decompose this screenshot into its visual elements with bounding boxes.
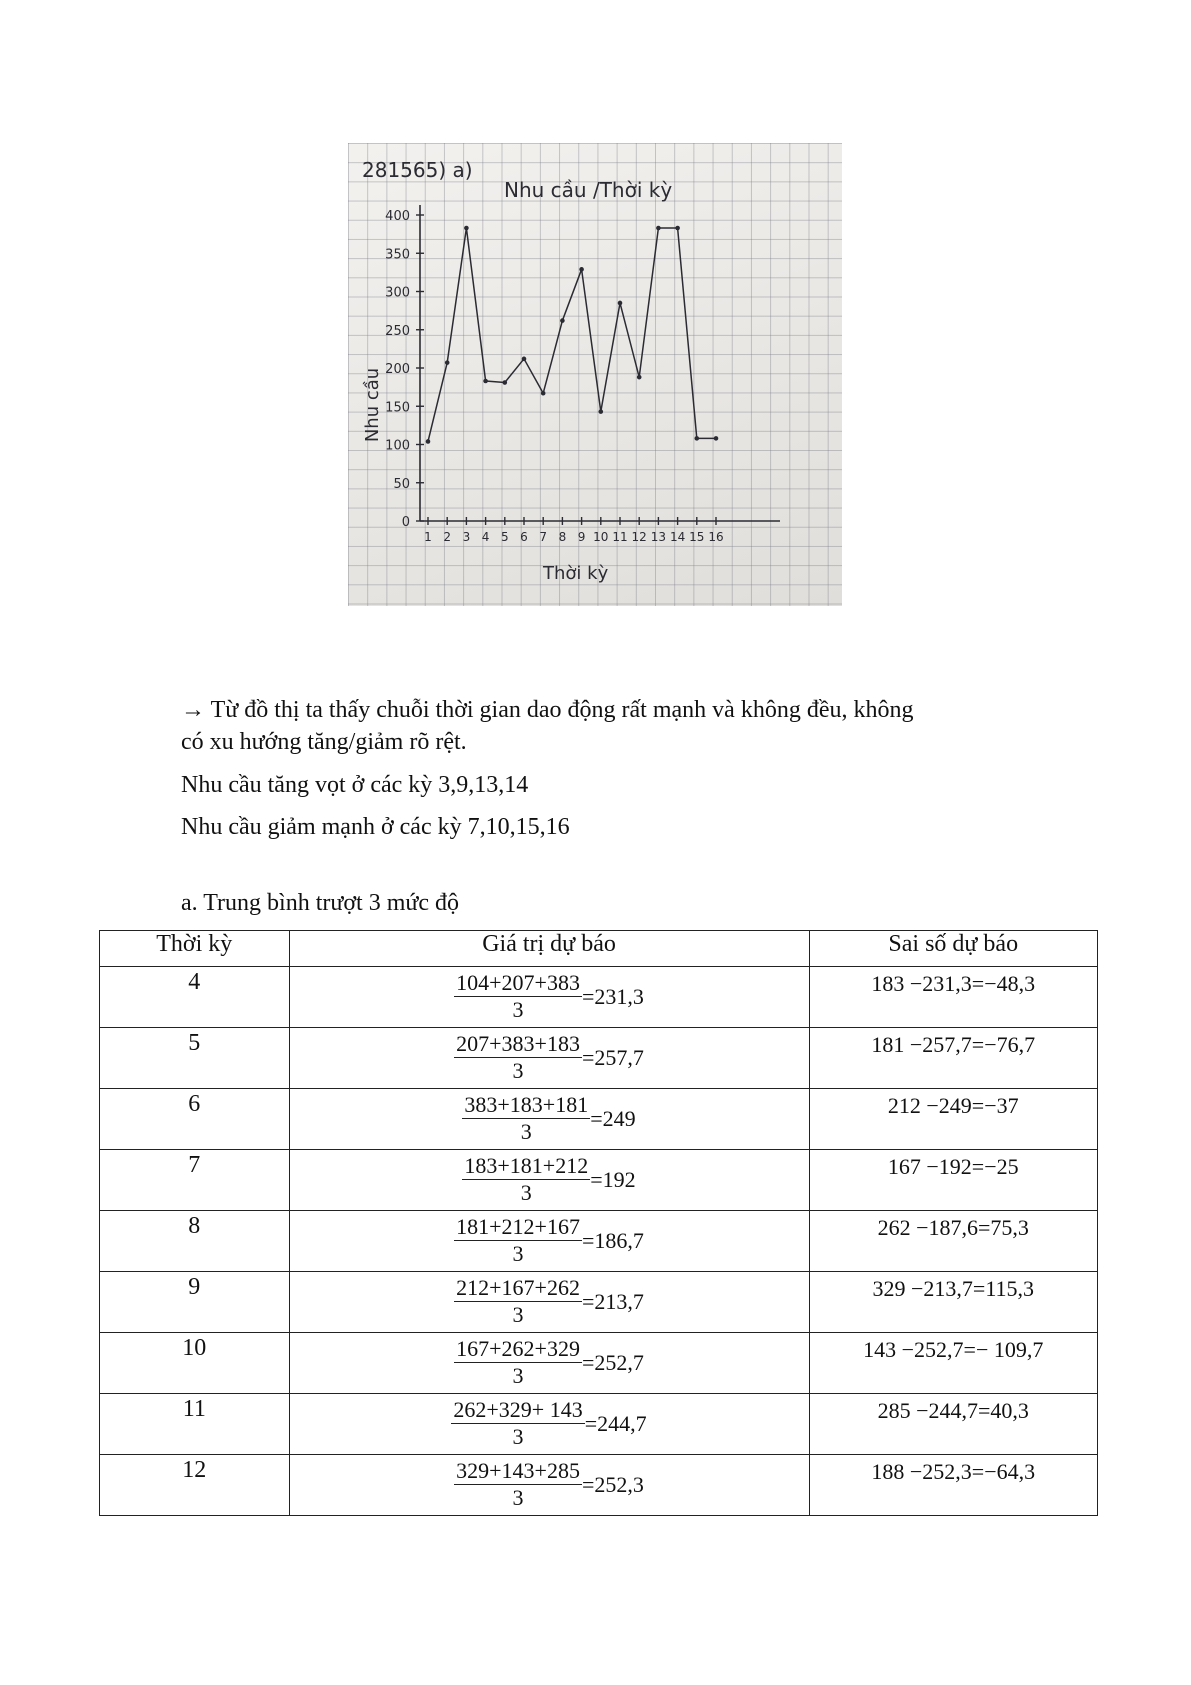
x-tick-label: 5	[500, 530, 509, 544]
forecast-error: 183 −231,3=−48,3	[871, 971, 1036, 996]
period-value: 8	[188, 1213, 201, 1239]
period-value: 7	[188, 1152, 201, 1178]
period-value: 11	[182, 1396, 206, 1422]
forecast-cell	[289, 1150, 809, 1211]
table-row	[100, 1150, 1098, 1211]
chart-series	[426, 226, 719, 444]
forecast-error: 285 −244,7=40,3	[877, 1398, 1029, 1423]
period-value: 12	[182, 1457, 207, 1483]
period-cell	[100, 1333, 290, 1394]
series-line	[428, 228, 716, 441]
data-point	[675, 226, 680, 231]
forecast-result: =252,3	[581, 1471, 644, 1497]
error-cell	[809, 1028, 1098, 1089]
forecast-cell	[289, 1333, 809, 1394]
x-tick-label: 15	[689, 530, 705, 544]
period-cell	[100, 967, 290, 1028]
forecast-cell	[289, 1272, 809, 1333]
y-tick-label: 200	[385, 362, 410, 377]
period-cell	[100, 1394, 290, 1455]
forecast-numerator: 212+167+262	[456, 1275, 580, 1300]
forecast-error: 329 −213,7=115,3	[872, 1276, 1034, 1301]
forecast-error: 188 −252,3=−64,3	[871, 1459, 1036, 1484]
x-tick-label: 8	[558, 530, 567, 544]
x-tick-label: 16	[708, 530, 724, 544]
forecast-error: 181 −257,7=−76,7	[871, 1032, 1036, 1057]
x-tick-label: 12	[631, 530, 647, 544]
period-value: 4	[188, 969, 201, 995]
table-row	[100, 1333, 1098, 1394]
period-value: 6	[188, 1091, 201, 1117]
x-tick-label: 2	[443, 530, 452, 544]
period-cell	[100, 1211, 290, 1272]
forecast-cell	[289, 1211, 809, 1272]
x-tick-label: 11	[612, 530, 628, 544]
forecast-cell	[289, 1455, 809, 1516]
forecast-result: =252,7	[581, 1349, 644, 1375]
forecast-numerator: 167+262+329	[456, 1336, 580, 1361]
data-point	[522, 357, 527, 362]
forecast-denominator: 3	[512, 1363, 524, 1388]
period-value: 5	[188, 1030, 201, 1056]
data-point	[637, 375, 642, 380]
x-tick-label: 13	[650, 530, 667, 544]
forecast-numerator: 181+212+167	[456, 1214, 580, 1239]
error-cell	[809, 967, 1098, 1028]
chart-y-label: Nhu cầu	[362, 367, 383, 443]
x-tick-label: 4	[481, 530, 490, 544]
error-cell	[809, 1211, 1098, 1272]
forecast-cell	[289, 1394, 809, 1455]
x-tick-label: 6	[520, 530, 528, 544]
data-point	[445, 360, 450, 365]
forecast-denominator: 3	[512, 1241, 524, 1266]
forecast-cell	[289, 967, 809, 1028]
data-point	[464, 226, 469, 231]
header-period: Thời kỳ	[100, 931, 290, 967]
table-row	[100, 1394, 1098, 1455]
forecast-denominator: 3	[512, 1424, 524, 1449]
data-point	[714, 436, 719, 441]
forecast-cell	[289, 1028, 809, 1089]
error-cell	[809, 1272, 1098, 1333]
forecast-error: 143 −252,7=− 109,7	[863, 1337, 1044, 1362]
chart-photo	[348, 143, 842, 606]
table-row	[100, 1211, 1098, 1272]
forecast-numerator: 183+181+212	[464, 1153, 589, 1178]
conclusion-line-1: → Từ đồ thị ta thấy chuỗi thời gian dao động rất mạnh và không đều, không	[181, 697, 914, 723]
x-tick-label: 10	[593, 530, 609, 544]
period-value: 10	[182, 1335, 207, 1361]
y-tick-label: 50	[393, 476, 410, 492]
forecast-result: =249	[590, 1105, 636, 1131]
data-point	[426, 439, 431, 444]
header-error: Sai số dự báo	[809, 931, 1098, 967]
section-heading: a. Trung bình trượt 3 mức độ	[181, 890, 460, 916]
period-cell	[100, 1089, 290, 1150]
line-chart	[348, 143, 842, 606]
period-cell	[100, 1150, 290, 1211]
y-tick-label: 250	[385, 323, 410, 339]
table-row	[100, 1455, 1098, 1516]
forecast-error: 167 −192=−25	[887, 1154, 1019, 1179]
error-cell	[809, 1089, 1098, 1150]
forecast-denominator: 3	[512, 1485, 524, 1510]
chart-header-note: 281565) a)	[362, 158, 473, 182]
forecast-numerator: 383+183+181	[464, 1092, 589, 1117]
forecast-denominator: 3	[512, 1302, 524, 1327]
conclusion-line-2: có xu hướng tăng/giảm rõ rệt.	[181, 729, 467, 755]
forecast-table	[99, 930, 1098, 1516]
y-tick-label: 0	[401, 515, 410, 530]
forecast-numerator: 262+329+ 143	[453, 1397, 583, 1422]
forecast-numerator: 207+383+183	[456, 1031, 580, 1056]
period-cell	[100, 1028, 290, 1089]
error-cell	[809, 1394, 1098, 1455]
forecast-denominator: 3	[512, 1058, 524, 1083]
x-tick-label: 9	[577, 530, 586, 544]
forecast-error: 212 −249=−37	[887, 1093, 1019, 1118]
data-point	[541, 391, 546, 396]
forecast-result: =192	[590, 1166, 636, 1192]
forecast-result: =257,7	[581, 1044, 644, 1070]
forecast-error: 262 −187,6=75,3	[877, 1215, 1029, 1240]
data-point	[503, 380, 508, 385]
table-header-row	[100, 931, 1098, 967]
data-point	[618, 301, 623, 306]
forecast-result: =244,7	[584, 1410, 647, 1436]
data-point	[483, 379, 488, 384]
data-point	[695, 436, 700, 441]
x-tick-label: 7	[539, 530, 548, 544]
forecast-numerator: 329+143+285	[456, 1458, 580, 1483]
chart-title: Nhu cầu /Thời kỳ	[504, 178, 673, 202]
period-cell	[100, 1272, 290, 1333]
table-row	[100, 1028, 1098, 1089]
table-row	[100, 967, 1098, 1028]
forecast-denominator: 3	[520, 1119, 532, 1144]
y-tick-label: 100	[385, 438, 410, 454]
period-value: 9	[188, 1274, 201, 1300]
error-cell	[809, 1455, 1098, 1516]
data-point	[599, 409, 604, 414]
forecast-result: =231,3	[581, 983, 644, 1009]
data-point	[656, 226, 661, 231]
header-forecast: Giá trị dự báo	[289, 931, 809, 967]
forecast-result: =213,7	[581, 1288, 644, 1314]
forecast-result: =186,7	[581, 1227, 644, 1253]
error-cell	[809, 1150, 1098, 1211]
error-cell	[809, 1333, 1098, 1394]
forecast-numerator: 104+207+383	[456, 970, 580, 995]
forecast-denominator: 3	[512, 997, 524, 1022]
x-tick-label: 3	[462, 530, 471, 544]
y-tick-label: 150	[385, 400, 410, 416]
table-row	[100, 1272, 1098, 1333]
chart-x-label: Thời kỳ	[543, 563, 609, 584]
period-cell	[100, 1455, 290, 1516]
table-row	[100, 1089, 1098, 1150]
data-point	[560, 318, 565, 323]
x-tick-label: 1	[424, 530, 432, 544]
forecast-cell	[289, 1089, 809, 1150]
forecast-denominator: 3	[520, 1180, 532, 1205]
y-tick-label: 400	[385, 209, 410, 224]
data-point	[579, 267, 584, 272]
increase-note: Nhu cầu tăng vọt ở các kỳ 3,9,13,14	[181, 772, 529, 798]
y-tick-label: 350	[385, 247, 410, 263]
decrease-note: Nhu cầu giảm mạnh ở các kỳ 7,10,15,16	[181, 814, 570, 840]
y-tick-label: 300	[385, 285, 410, 301]
x-tick-label: 14	[669, 530, 686, 544]
